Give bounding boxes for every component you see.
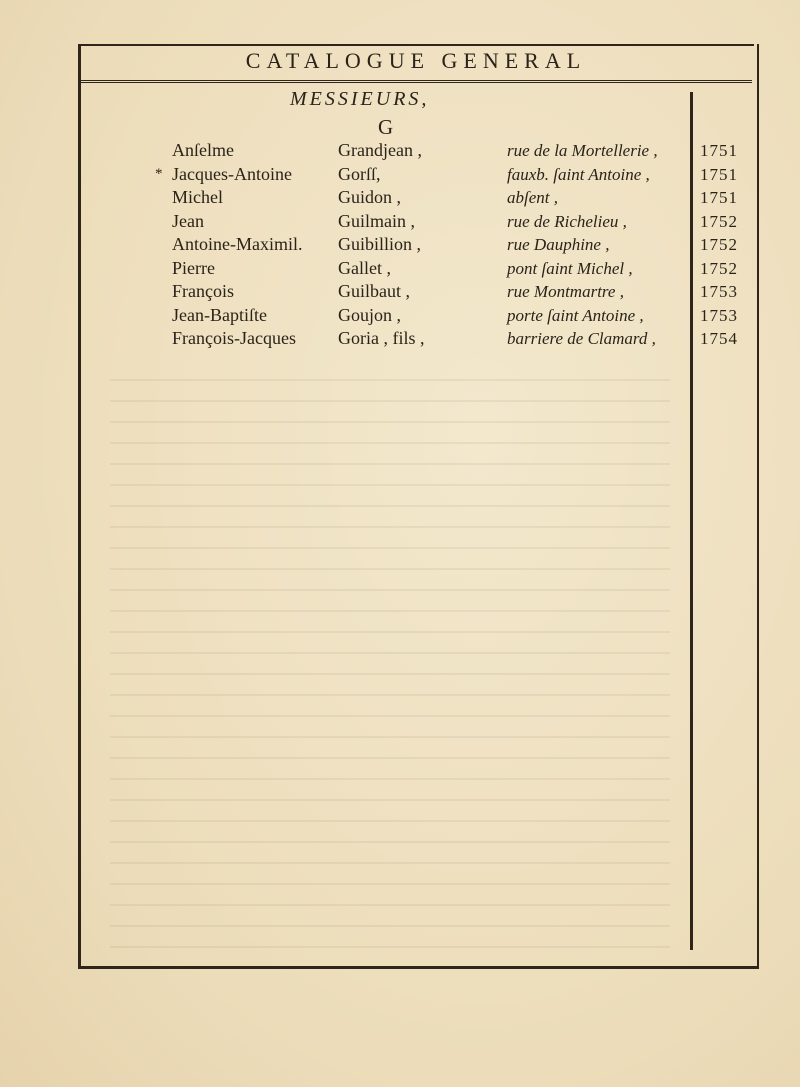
entry-year: 1751 <box>700 141 738 160</box>
list-item <box>0 210 800 234</box>
entry-surname: Goria , fils , <box>338 328 425 348</box>
header-rule <box>80 80 752 83</box>
entries-list <box>0 139 800 351</box>
section-letter: G <box>378 115 394 139</box>
section-heading: MESSIEURS, <box>290 88 430 110</box>
entry-surname: Guilbaut , <box>338 281 410 301</box>
entry-address: rue de Richelieu , <box>507 211 627 231</box>
entry-year: 1754 <box>700 329 738 348</box>
entry-address: rue de la Mortellerie , <box>507 141 658 160</box>
list-item <box>0 327 800 351</box>
entry-address: porte ſaint Antoine , <box>507 305 644 325</box>
entry-first-name: Anſelme <box>172 140 234 160</box>
entry-first-name: Jacques-Antoine <box>172 163 292 184</box>
entry-address: rue Dauphine , <box>507 235 610 254</box>
entry-first-name: Michel <box>172 187 223 207</box>
list-item <box>0 163 800 187</box>
page-title: CATALOGUE GENERAL <box>245 48 587 73</box>
entry-surname: Gallet , <box>338 257 391 278</box>
entry-surname: Guibillion , <box>338 234 422 254</box>
entry-mark: * <box>155 165 163 182</box>
list-item <box>0 186 800 210</box>
entry-year: 1753 <box>700 282 738 301</box>
entry-year: 1751 <box>700 164 738 184</box>
entry-first-name: François <box>172 281 234 301</box>
entry-first-name: Jean-Baptiſte <box>172 304 267 325</box>
entry-year: 1752 <box>700 235 738 254</box>
list-item <box>0 304 800 328</box>
entry-address: barriere de Clamard , <box>507 329 656 348</box>
list-item <box>0 280 800 304</box>
entry-surname: Grandjean , <box>338 140 422 160</box>
entry-address: pont ſaint Michel , <box>507 258 633 278</box>
entry-first-name: Pierre <box>172 257 215 278</box>
entry-year: 1753 <box>700 305 738 325</box>
entry-address: fauxb. ſaint Antoine , <box>507 164 650 184</box>
entry-address: abſent , <box>507 188 558 207</box>
entry-first-name: François-Jacques <box>172 328 296 348</box>
entry-first-name: Jean <box>172 210 204 231</box>
entry-address: rue Montmartre , <box>507 282 624 301</box>
entry-year: 1752 <box>700 258 738 278</box>
entry-year: 1752 <box>700 211 738 231</box>
entry-surname: Gorſſ, <box>338 163 381 184</box>
list-item <box>0 233 800 257</box>
entry-surname: Goujon , <box>338 304 401 325</box>
list-item <box>0 257 800 281</box>
list-item <box>0 139 800 163</box>
entry-first-name: Antoine-Maximil. <box>172 234 303 254</box>
entry-surname: Guilmain , <box>338 210 415 231</box>
entry-year: 1751 <box>700 188 738 207</box>
entry-surname: Guidon , <box>338 187 401 207</box>
